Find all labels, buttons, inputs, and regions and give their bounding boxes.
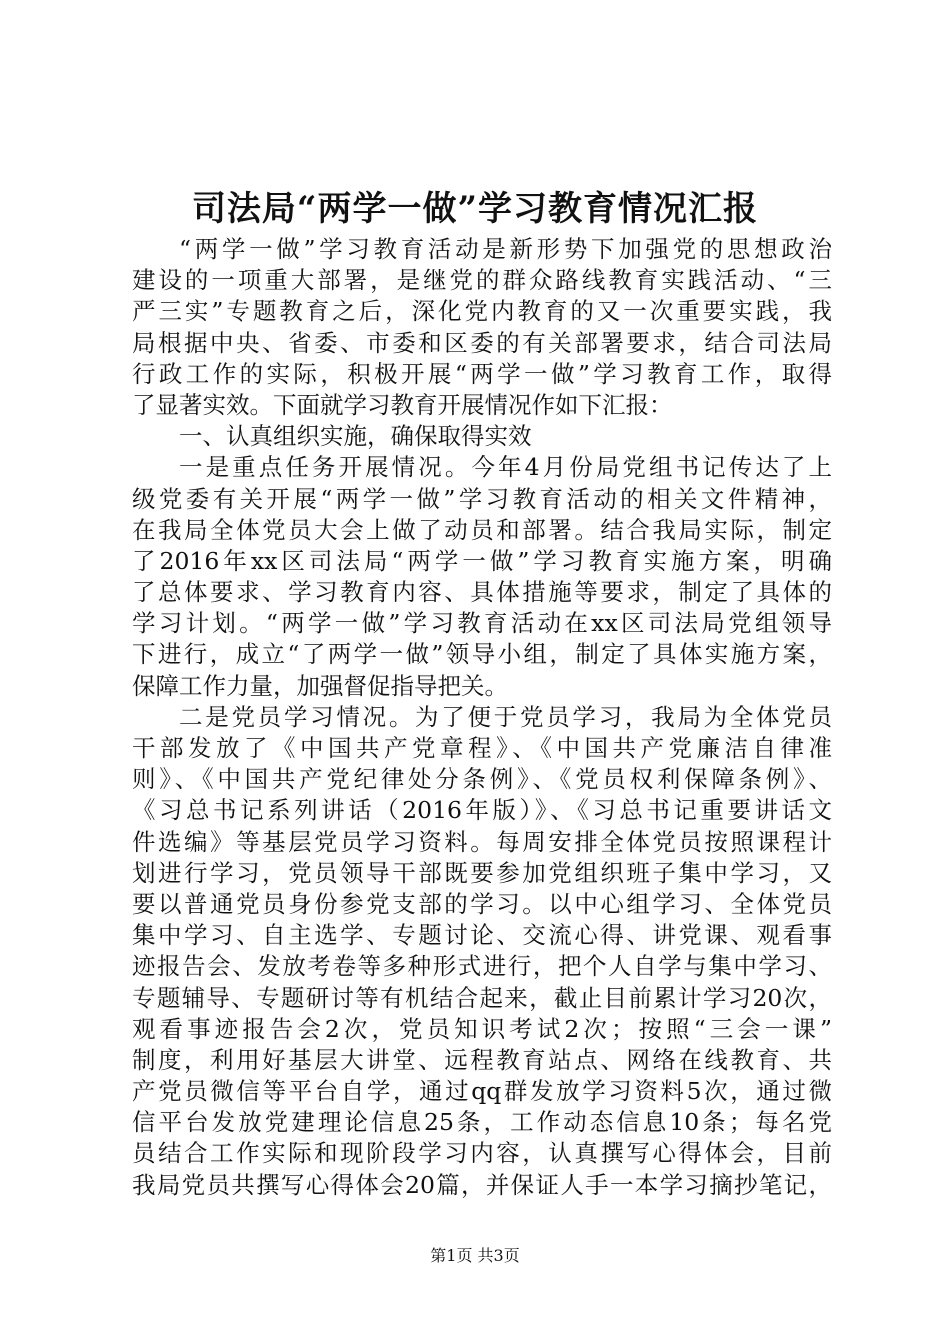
- section-heading: 一、认真组织实施，确保取得实效: [179, 422, 532, 451]
- text-line: 员结合工作实际和现阶段学习内容，认真撰写心得体会，目前: [132, 1139, 832, 1168]
- text-line: 级党委有关开展“两学一做”学习教育活动的相关文件精神，: [132, 484, 832, 513]
- text-line: 我局党员共撰写心得体会20篇，并保证人手一本学习摘抄笔记，: [132, 1170, 832, 1199]
- text-line: 则》、《中国共产党纪律处分条例》、《党员权利保障条例》、: [132, 765, 832, 794]
- text-line: 干部发放了《中国共产党章程》、《中国共产党廉洁自律准: [132, 734, 832, 762]
- text-line: 在我局全体党员大会上做了动员和部署。结合我局实际，制定: [132, 515, 832, 544]
- page-number: 第1页 共3页: [430, 1246, 520, 1265]
- text-line: 行政工作的实际，积极开展“两学一做”学习教育工作，取得: [132, 359, 832, 388]
- text-line: 制度，利用好基层大讲堂、远程教育站点、网络在线教育、共: [132, 1045, 832, 1074]
- text-line: “两学一做”学习教育活动是新形势下加强党的思想政治: [179, 235, 832, 263]
- document-body: [132, 234, 832, 1201]
- text-line: 保障工作力量，加强督促指导把关。: [132, 671, 508, 700]
- text-line: 信平台发放党建理论信息25条，工作动态信息10条；每名党: [132, 1108, 832, 1137]
- text-line: 下进行，成立“了两学一做”领导小组，制定了具体实施方案，: [132, 640, 832, 669]
- text-line: 了总体要求、学习教育内容、具体措施等要求，制定了具体的: [132, 578, 832, 607]
- document-title: 司法局“两学一做”学习教育情况汇报: [191, 189, 759, 229]
- text-line: 产党员微信等平台自学，通过qq群发放学习资料5次，通过微: [132, 1077, 832, 1106]
- text-line: 了显著实效。下面就学习教育开展情况作如下汇报：: [132, 390, 673, 419]
- text-line: 《习总书记系列讲话（2016年版）》、《习总书记重要讲话文: [132, 796, 832, 825]
- text-line: 要以普通党员身份参党支部的学习。以中心组学习、全体党员: [132, 889, 832, 918]
- text-line: 专题辅导、专题研讨等有机结合起来，截止目前累计学习20次，: [132, 983, 832, 1012]
- text-line: 一是重点任务开展情况。今年4月份局党组书记传达了上: [179, 453, 832, 482]
- text-line: 二是党员学习情况。为了便于党员学习，我局为全体党员: [179, 702, 832, 731]
- text-line: 迹报告会、发放考卷等多种形式进行，把个人自学与集中学习、: [132, 952, 832, 981]
- text-line: 了2016年xx区司法局“两学一做”学习教育实施方案，明确: [132, 546, 832, 575]
- text-line: 局根据中央、省委、市委和区委的有关部署要求，结合司法局: [132, 328, 832, 357]
- text-line: 学习计划。“两学一做”学习教育活动在xx区司法局党组领导: [132, 609, 832, 638]
- text-line: 划进行学习，党员领导干部既要参加党组织班子集中学习，又: [132, 858, 832, 887]
- text-line: 件选编》等基层党员学习资料。每周安排全体党员按照课程计: [132, 827, 832, 856]
- text-line: 严三实”专题教育之后，深化党内教育的又一次重要实践，我: [132, 297, 832, 326]
- text-line: 建设的一项重大部署，是继党的群众路线教育实践活动、“三: [132, 266, 832, 295]
- text-line: 集中学习、自主选学、专题讨论、交流心得、讲党课、观看事: [132, 921, 832, 950]
- text-line: 观看事迹报告会2次，党员知识考试2次；按照“三会一课”: [132, 1014, 832, 1043]
